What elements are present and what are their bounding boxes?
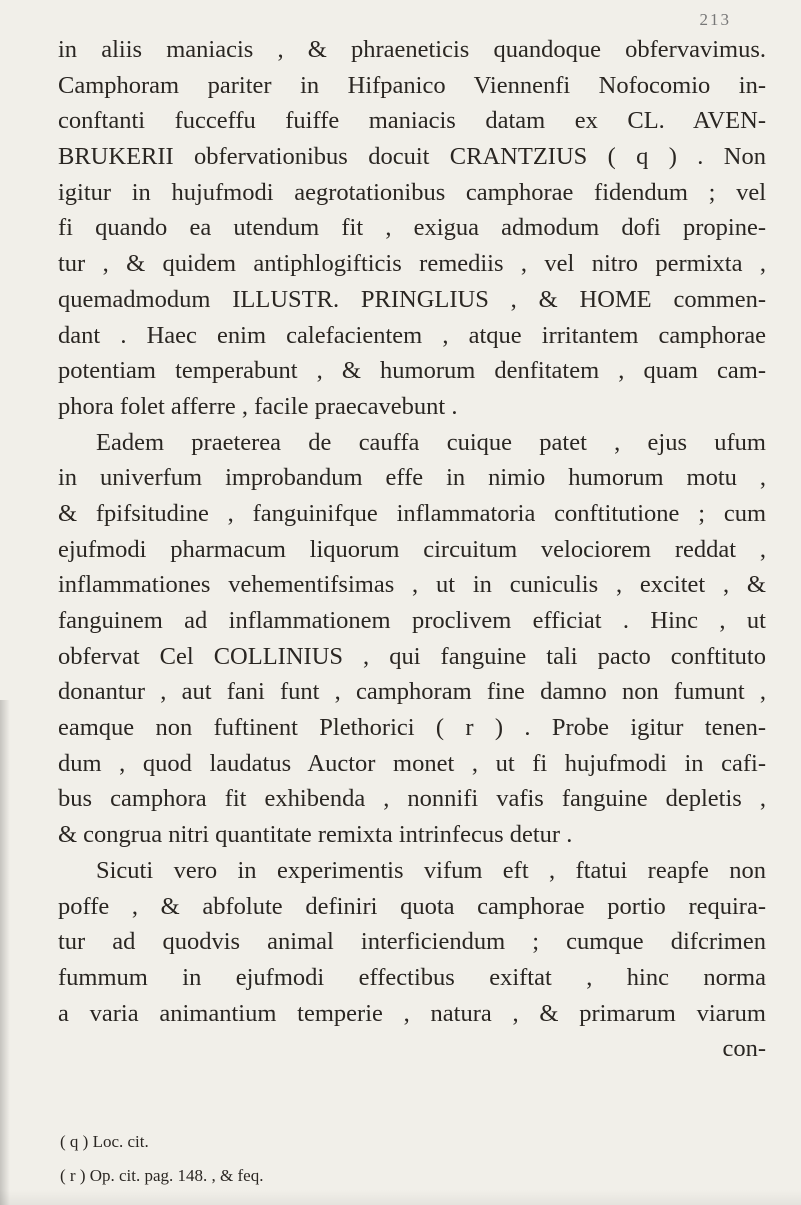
- page-number: 213: [699, 10, 731, 29]
- text-line-20: eamque non fuftinent Plethorici ( r ) . Probe igitur tenen-: [58, 714, 766, 742]
- body-text: [58, 32, 766, 1067]
- footnote-q: ( q ) Loc. cit.: [60, 1132, 149, 1151]
- text-line-21: dum , quod laudatus Auctor monet , ut fi hujufmodi in cafi-: [58, 749, 766, 777]
- text-line-8: quemadmodum ILLUSTR. PRINGLIUS , & HOME commen-: [58, 285, 766, 313]
- text-line-23: & congrua nitri quantitate remixta intrinfecus detur .: [58, 821, 573, 849]
- text-line-22: bus camphora fit exhibenda , nonnifi vafis fanguine depletis ,: [58, 785, 766, 813]
- text-line-19: donantur , aut fani funt , camphoram fine damno non fumunt ,: [58, 678, 766, 706]
- text-line-2: Camphoram pariter in Hifpanico Viennenfi Nofocomio in-: [58, 71, 766, 99]
- catchword: con-: [722, 1035, 766, 1063]
- text-line-6: fi quando ea utendum fit , exigua admodum dofi propine-: [58, 214, 766, 242]
- text-line-11: phora folet afferre , facile praecavebunt .: [58, 392, 458, 420]
- text-line-25: poffe , & abfolute definiri quota camphorae portio requira-: [58, 892, 766, 920]
- text-line-9: dant . Haec enim calefacientem , atque irritantem camphorae: [58, 321, 766, 349]
- text-line-24: Sicuti vero in experimentis vifum eft , ftatui reapfe non: [96, 856, 766, 884]
- text-line-13: in univerfum improbandum effe in nimio humorum motu ,: [58, 464, 766, 492]
- text-line-7: tur , & quidem antiphlogifticis remediis , vel nitro permixta ,: [58, 250, 766, 278]
- text-line-1: in aliis maniacis , & phraeneticis quandoque obfervavimus.: [58, 36, 766, 63]
- text-line-5: igitur in hujufmodi aegrotationibus camphorae fidendum ; vel: [58, 178, 766, 206]
- text-line-16: inflammationes vehementifsimas , ut in cuniculis , excitet , &: [58, 571, 766, 599]
- text-line-15: ejufmodi pharmacum liquorum circuitum velociorem reddat ,: [58, 535, 766, 563]
- text-line-28: a varia animantium temperie , natura , & primarum viarum: [58, 999, 766, 1027]
- text-line-14: & fpifsitudine , fanguinifque inflammatoria conftitutione ; cum: [58, 499, 766, 527]
- text-line-27: fummum in ejufmodi effectibus exiftat , hinc norma: [58, 963, 766, 991]
- page-bottom-shade: [0, 1190, 801, 1205]
- text-line-17: fanguinem ad inflammationem proclivem efficiat . Hinc , ut: [58, 607, 766, 634]
- text-line-26: tur ad quodvis animal interficiendum ; cumque difcrimen: [58, 928, 766, 956]
- text-line-10: potentiam temperabunt , & humorum denfitatem , quam cam-: [58, 357, 766, 385]
- text-line-12: Eadem praeterea de cauffa cuique patet , ejus ufum: [96, 428, 766, 456]
- footnotes: [60, 1125, 660, 1193]
- binding-shadow: [0, 700, 10, 1205]
- text-line-4: BRUKERII obfervationibus docuit CRANTZIUS ( q ) . Non: [58, 143, 766, 171]
- text-line-18: obfervat Cel COLLINIUS , qui fanguine tali pacto conftituto: [58, 642, 766, 670]
- text-line-3: conftanti fucceffu fuiffe maniacis datam ex CL. AVEN-: [58, 107, 766, 135]
- footnote-r: ( r ) Op. cit. pag. 148. , & feq.: [60, 1166, 264, 1185]
